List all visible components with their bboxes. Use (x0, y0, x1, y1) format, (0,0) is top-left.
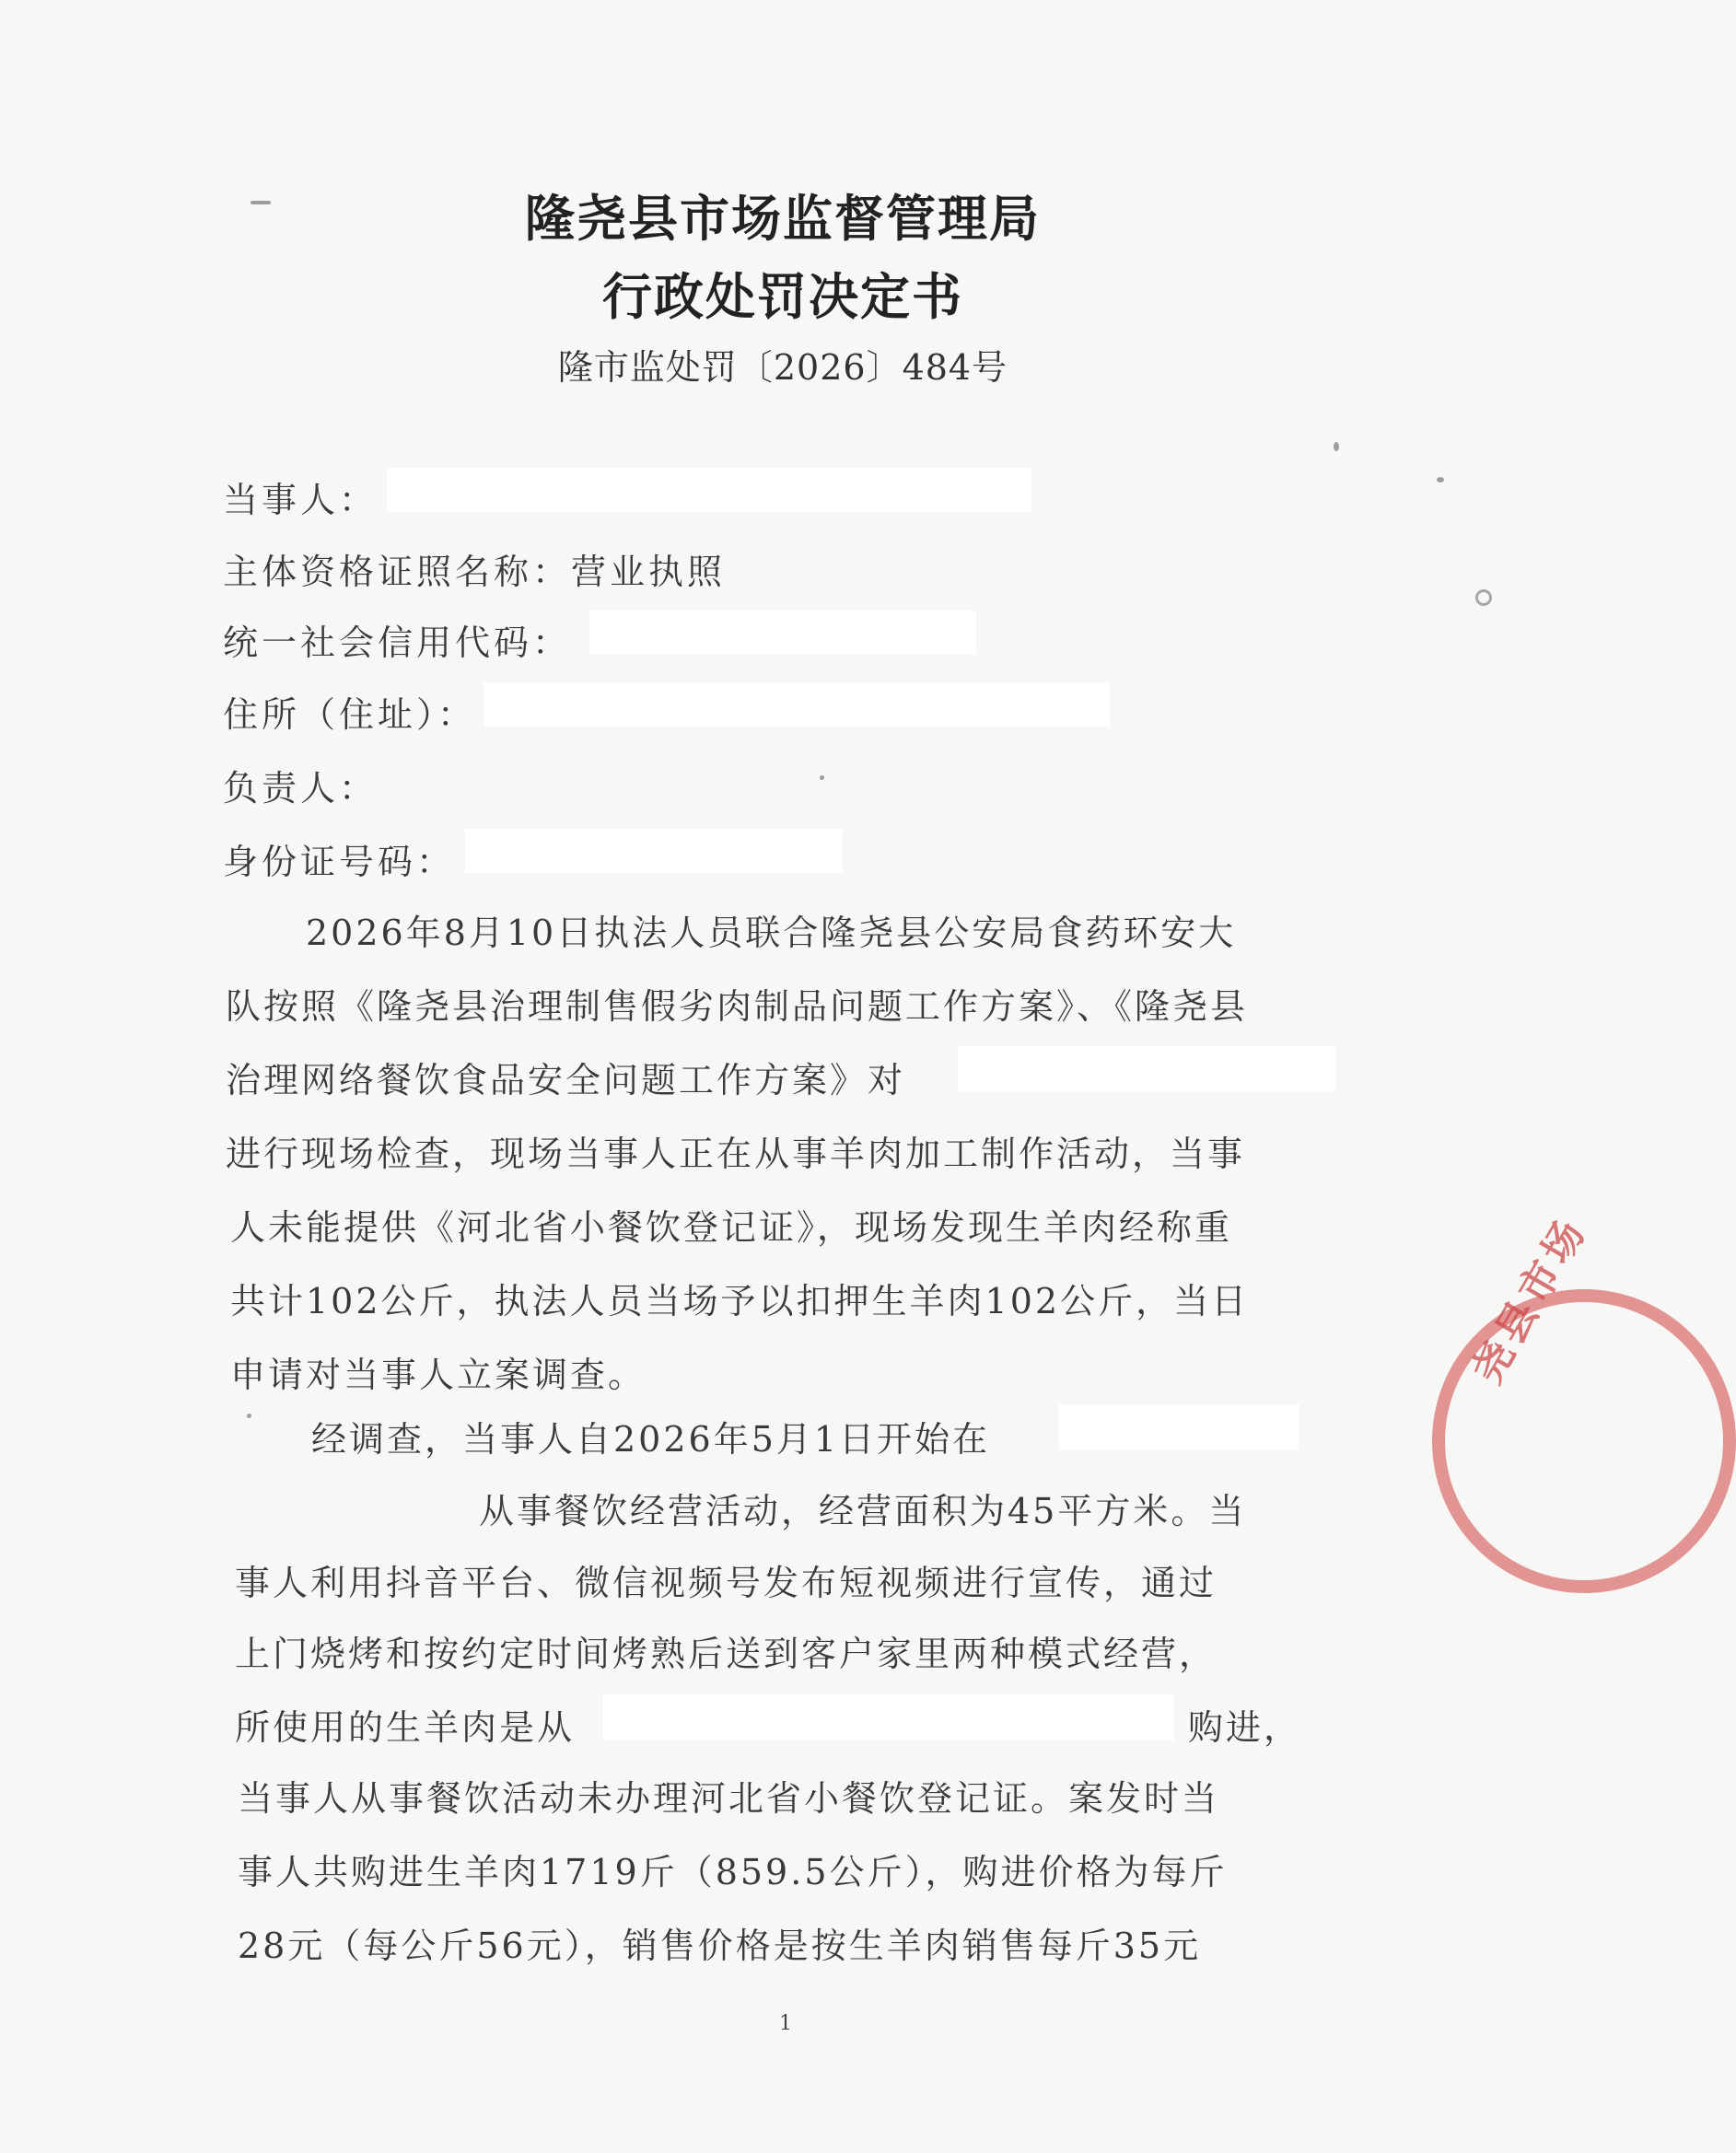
redaction-supplier (603, 1694, 1174, 1740)
document-number: 隆市监处罚〔2026〕484号 (557, 347, 1008, 388)
scan-speck (1475, 589, 1492, 606)
paragraph-1-line-2: 队按照《隆尧县治理制售假劣肉制品问题工作方案》、《隆尧县 (226, 986, 1249, 1027)
redaction-address (484, 682, 1110, 727)
paragraph-2-line-6: 当事人从事餐饮活动未办理河北省小餐饮登记证。案发时当 (238, 1778, 1220, 1819)
official-seal-text: 尧县市场 (1463, 1208, 1597, 1391)
paragraph-2-line-2: 从事餐饮经营活动，经营面积为45平方米。当 (479, 1491, 1247, 1531)
scan-speck (247, 1414, 251, 1418)
paragraph-1-line-7: 申请对当事人立案调查。 (230, 1355, 647, 1395)
paragraph-2-line-4: 上门烧烤和按约定时间烤熟后送到客户家里两种模式经营， (235, 1634, 1218, 1674)
paragraph-2-line-5b: 购进， (1188, 1707, 1302, 1748)
paragraph-2-line-3: 事人利用抖音平台、微信视频号发布短视频进行宣传，通过 (235, 1563, 1218, 1603)
paragraph-2-line-8: 28元（每公斤56元），销售价格是按生羊肉销售每斤35元 (238, 1926, 1202, 1966)
paragraph-1-line-4: 进行现场检查，现场当事人正在从事羊肉加工制作活动，当事 (226, 1134, 1246, 1174)
redaction-business-location (1059, 1404, 1299, 1450)
redaction-inspected-place (958, 1046, 1335, 1092)
redaction-party (387, 468, 1031, 512)
credit-code-label: 统一社会信用代码： (223, 623, 572, 663)
redaction-credit-code (589, 611, 976, 655)
page-number: 1 (779, 2012, 792, 2035)
scan-speck (1437, 477, 1444, 483)
issuing-authority: 隆尧县市场监督管理局 (525, 189, 1041, 248)
paragraph-1-line-3: 治理网络餐饮食品安全问题工作方案》对 (226, 1060, 906, 1100)
address-label: 住所（住址）： (223, 694, 477, 735)
paragraph-2-line-1: 经调查，当事人自2026年5月1日开始在 (311, 1419, 991, 1460)
scan-speck (250, 201, 271, 204)
party-label: 当事人： (223, 480, 379, 520)
redaction-id-number (465, 829, 843, 873)
paragraph-1-line-6: 共计102公斤，执法人员当场予以扣押生羊肉102公斤，当日 (230, 1281, 1250, 1321)
document-title: 行政处罚决定书 (602, 267, 963, 326)
paragraph-1-line-1: 2026年8月10日执法人员联合隆尧县公安局食药环安大 (306, 913, 1237, 953)
scan-speck (820, 775, 824, 780)
paragraph-2-line-7: 事人共购进生羊肉1719斤（859.5公斤），购进价格为每斤 (238, 1852, 1228, 1892)
paragraph-2-line-5a: 所使用的生羊肉是从 (235, 1707, 576, 1748)
paragraph-1-line-5: 人未能提供《河北省小餐饮登记证》，现场发现生羊肉经称重 (230, 1207, 1233, 1248)
responsible-label: 负责人： (223, 768, 379, 809)
scan-speck (1334, 442, 1339, 451)
license-label: 主体资格证照名称：营业执照 (223, 552, 727, 592)
id-number-label: 身份证号码： (223, 842, 456, 882)
